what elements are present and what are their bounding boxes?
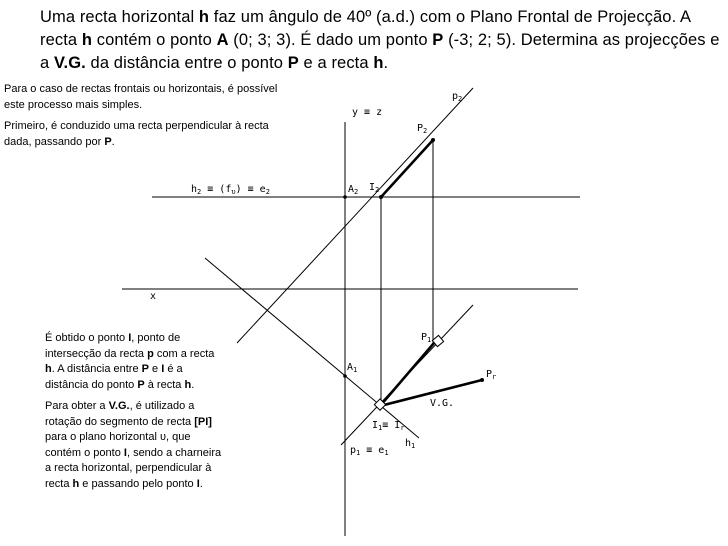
- note-bold: I: [161, 363, 165, 375]
- p2-line: [237, 88, 473, 343]
- note-bold: h: [72, 477, 80, 490]
- note-bold: [PI]: [194, 415, 212, 428]
- note-text: É obtido o ponto: [45, 332, 129, 344]
- label-x-axis: x: [150, 291, 157, 302]
- statement-text: .: [383, 54, 389, 72]
- note-text: .: [191, 378, 195, 391]
- note-bold: I: [196, 477, 200, 490]
- right-angle-marker-p1: [432, 335, 443, 346]
- statement-text: (0; 3; 3). É dado um ponto: [228, 31, 433, 49]
- note-text: e: [148, 363, 162, 375]
- label-a2: $A_2$: [348, 184, 359, 196]
- note-text: , é utilizado a rotação do segmento de recta: [45, 400, 195, 428]
- p2-i2-segment: [381, 140, 433, 197]
- label-p1-e1: $p_1 \equiv e_1$: [350, 445, 389, 457]
- note-text: .: [111, 135, 115, 148]
- label-p2-point: $P_2$: [417, 123, 428, 135]
- label-p2-line: $p_2$: [452, 91, 463, 103]
- statement-text: e a recta: [298, 54, 374, 72]
- label-a1: $A_1$: [347, 362, 358, 374]
- note-text: é a distância do ponto: [45, 363, 183, 391]
- note-bold: h: [45, 363, 52, 375]
- note-text: e passando pelo ponto: [79, 477, 197, 490]
- note-text: . A distância entre: [51, 363, 142, 375]
- label-h2: $h_2 \equiv (f_\upsilon) \equiv e_2$: [191, 184, 270, 196]
- label-i1-ir: $I_1\equiv I_r$: [372, 420, 405, 432]
- note-text: à recta: [144, 378, 185, 391]
- note-bold: V.G.: [108, 400, 130, 412]
- point-pr: [480, 378, 484, 382]
- label-pr: $P_r$: [486, 369, 497, 381]
- statement-bold: A: [216, 31, 229, 49]
- statement-text: Uma recta horizontal: [40, 8, 199, 26]
- note-bold: I: [123, 446, 127, 459]
- note-text: com a recta: [153, 347, 215, 360]
- statement-bold: h: [198, 8, 210, 26]
- note-bold: P: [104, 135, 112, 148]
- note-bold: I: [128, 332, 132, 344]
- point-a2: [343, 195, 347, 199]
- note-text: Para obter a: [45, 400, 109, 412]
- note-text: , sendo a charneira a recta horizontal, perpendicular à recta: [45, 446, 222, 490]
- point-i2: [379, 195, 383, 199]
- note-bold: P: [141, 363, 149, 375]
- statement-text: faz um ângulo de 40º (a.d.) com o Plano Frontal de Projecção. A recta: [40, 8, 691, 49]
- statement-bold: V.G.: [53, 54, 86, 72]
- label-vg: V.G.: [430, 398, 455, 409]
- statement-text: contém o ponto: [92, 31, 217, 49]
- note-text: .: [199, 477, 203, 490]
- note-bold: P: [137, 378, 145, 391]
- label-h1: $h_1$: [405, 438, 416, 450]
- statement-bold: h: [81, 31, 93, 49]
- point-a1: [343, 374, 347, 378]
- note-bold: p: [147, 347, 154, 360]
- label-p1: $P_1$: [421, 332, 432, 344]
- statement-bold: P: [432, 31, 444, 49]
- statement-bold: h: [373, 54, 384, 72]
- note-bold: h: [184, 378, 192, 391]
- point-p2: [431, 138, 435, 142]
- label-i2: $I_2$: [369, 182, 380, 194]
- h1-line: [205, 258, 419, 438]
- note-text: , ponto de intersecção da recta: [45, 332, 181, 360]
- note-text: Primeiro, é conduzido uma recta perpendicular à recta dada, passando por: [4, 120, 269, 148]
- note-text: Para o caso de rectas frontais ou horizontais, é possível este processo mais simples.: [4, 83, 278, 111]
- note-text: para o plano horizontal υ, que contém o ponto: [45, 431, 191, 459]
- statement-text: da distância entre o ponto: [85, 54, 288, 72]
- statement-text: (-3; 2; 5). Determina as projecções e a: [40, 31, 720, 72]
- label-y-z: y ≡ z: [352, 107, 383, 118]
- p1-i1-segment: [380, 343, 434, 406]
- statement-bold: P: [287, 54, 299, 72]
